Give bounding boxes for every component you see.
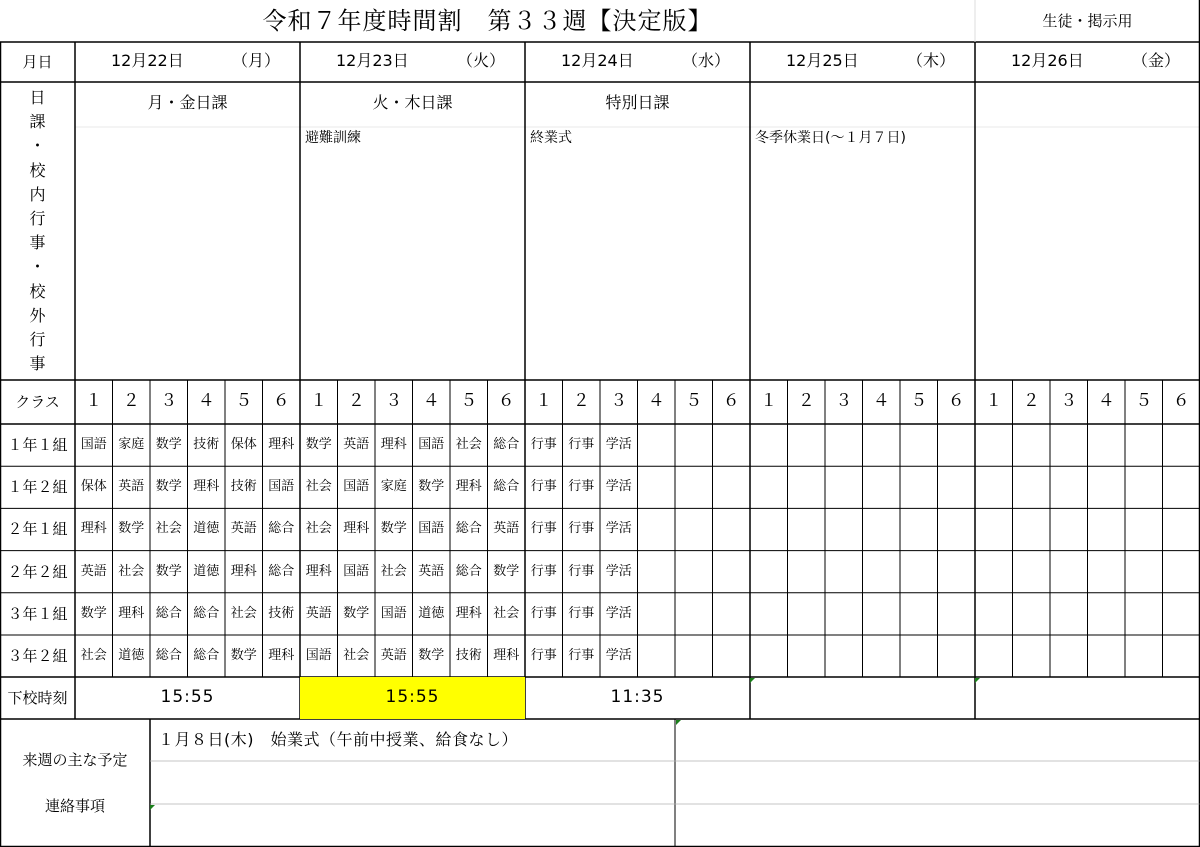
subject-cell	[1050, 635, 1088, 677]
subject-cell	[788, 466, 826, 508]
dismissal-time: 15:55	[300, 677, 525, 719]
date-text: 12月25日	[786, 51, 859, 70]
subject-cell: 家庭	[118, 437, 145, 452]
day-event: 終業式	[530, 130, 572, 146]
subject-cell: 英語	[80, 563, 107, 579]
subject-cell	[638, 635, 676, 677]
subject-cell	[788, 593, 826, 635]
subject-cell: 行事	[568, 605, 595, 621]
subject-cell	[638, 466, 676, 508]
subject-cell	[638, 508, 676, 550]
subject-cell	[638, 593, 676, 635]
subject-cell: 行事	[530, 521, 557, 537]
subject-cell: 理科	[80, 521, 107, 537]
subject-cell	[713, 593, 751, 635]
weekday-text: （金）	[1131, 51, 1180, 70]
day-event: 冬季休業日(～１月７日)	[755, 130, 906, 146]
subject-cell	[750, 424, 788, 466]
subject-cell	[788, 635, 826, 677]
subject-cell	[1125, 466, 1163, 508]
subject-cell: 国語	[380, 605, 407, 621]
date-cell	[300, 42, 525, 82]
subject-cell	[938, 635, 976, 677]
subject-cell	[638, 424, 676, 466]
subject-cell	[638, 551, 676, 593]
subject-cell	[975, 551, 1013, 593]
subject-cell: 行事	[530, 648, 557, 663]
subject-cell	[1013, 424, 1051, 466]
subject-cell: 総合	[193, 648, 220, 663]
subject-cell	[713, 424, 751, 466]
subject-cell: 理科	[455, 605, 482, 621]
subject-cell: 理科	[268, 648, 295, 663]
subject-cell: 総合	[455, 563, 482, 579]
subject-cell	[825, 593, 863, 635]
subject-cell	[675, 593, 713, 635]
day-type: 月・金日課	[147, 93, 228, 112]
date-text: 12月24日	[561, 51, 634, 70]
class-name: ２年２組	[7, 562, 68, 581]
subject-cell	[938, 424, 976, 466]
page-subtitle: 生徒・掲示用	[1042, 12, 1133, 30]
subject-cell: 数学	[418, 479, 445, 495]
subject-cell	[938, 466, 976, 508]
subject-cell: 社会	[380, 563, 407, 579]
subject-cell	[1163, 424, 1200, 466]
subject-cell: 国語	[80, 437, 107, 452]
subject-cell	[938, 593, 976, 635]
period-number: ３	[385, 391, 403, 411]
weekday-text: （水）	[681, 51, 730, 70]
period-number: １	[760, 391, 778, 411]
subject-cell: 学活	[605, 563, 632, 579]
schedule-label-char: 課	[29, 112, 46, 132]
subject-cell	[1163, 466, 1200, 508]
subject-cell	[1125, 551, 1163, 593]
subject-cell: 技術	[268, 605, 295, 621]
day-event	[976, 127, 1199, 151]
subject-cell	[1050, 466, 1088, 508]
subject-cell	[1088, 424, 1126, 466]
subject-cell	[1013, 635, 1051, 677]
subject-cell: 英語	[230, 521, 257, 537]
subject-cell: 学活	[605, 479, 632, 495]
subject-cell: 総合	[155, 648, 182, 663]
period-number: ２	[1022, 391, 1040, 411]
subject-cell	[1088, 466, 1126, 508]
class-name: ２年１組	[7, 520, 68, 539]
comment-marker	[676, 720, 681, 725]
day-type: 特別日課	[605, 93, 670, 112]
subject-cell: 国語	[418, 521, 445, 537]
subject-cell: 家庭	[380, 479, 407, 495]
subject-cell: 理科	[230, 563, 257, 579]
subject-cell	[825, 466, 863, 508]
subject-cell	[1050, 551, 1088, 593]
subject-cell: 社会	[118, 563, 145, 579]
subject-cell: 社会	[343, 648, 370, 663]
subject-cell	[713, 551, 751, 593]
subject-cell	[675, 424, 713, 466]
period-number: ６	[1172, 391, 1190, 411]
class-name: ３年２組	[7, 647, 68, 665]
subject-cell	[750, 551, 788, 593]
class-name: １年１組	[7, 436, 68, 454]
subject-cell	[863, 551, 901, 593]
subject-cell	[1013, 593, 1051, 635]
subject-cell: 行事	[568, 479, 595, 495]
subject-cell	[1088, 593, 1126, 635]
subject-cell	[1163, 508, 1200, 550]
class-name: ３年１組	[7, 604, 68, 623]
period-number: ５	[685, 391, 703, 411]
subject-cell	[825, 424, 863, 466]
weekday-text: （火）	[456, 51, 505, 70]
subject-cell	[1050, 424, 1088, 466]
subject-cell: 英語	[118, 479, 145, 495]
subject-cell: 社会	[493, 605, 520, 621]
subject-cell: 行事	[568, 648, 595, 663]
period-number: ６	[272, 391, 290, 411]
subject-cell: 技術	[193, 437, 220, 452]
dismissal-label: 下校時刻	[7, 689, 68, 707]
next-week-note: １月８日(木) 始業式（午前中授業、給食なし）	[158, 730, 518, 749]
period-number: ２	[572, 391, 590, 411]
subject-cell: 理科	[380, 437, 407, 452]
subject-cell	[1088, 551, 1126, 593]
subject-cell	[863, 424, 901, 466]
schedule-label-char: ・	[29, 136, 46, 156]
schedule-label-char: 外	[29, 305, 46, 325]
subject-cell	[1125, 593, 1163, 635]
subject-cell	[750, 635, 788, 677]
subject-cell	[1050, 593, 1088, 635]
schedule-label-char: ・	[29, 257, 46, 277]
subject-cell: 道徳	[193, 563, 220, 579]
subject-cell: 保体	[230, 437, 257, 452]
subject-cell: 数学	[343, 605, 370, 621]
date-cell	[75, 42, 300, 82]
day-event	[76, 127, 299, 151]
period-number: ３	[835, 391, 853, 411]
subject-cell: 総合	[193, 605, 220, 621]
comment-marker	[750, 678, 755, 683]
subject-cell	[788, 551, 826, 593]
schedule-label-char: 事	[29, 354, 46, 374]
period-number: ４	[647, 391, 665, 411]
subject-cell	[750, 593, 788, 635]
subject-cell: 理科	[455, 479, 482, 495]
period-number: ５	[460, 391, 478, 411]
subject-cell: 社会	[305, 479, 332, 495]
subject-cell: 理科	[343, 521, 370, 537]
subject-cell: 英語	[305, 605, 332, 621]
subject-cell: 技術	[230, 479, 257, 495]
subject-cell	[975, 635, 1013, 677]
subject-cell	[713, 508, 751, 550]
schedule-label-char: 日	[29, 88, 46, 107]
subject-cell	[1050, 508, 1088, 550]
subject-cell	[900, 424, 938, 466]
subject-cell	[863, 593, 901, 635]
subject-cell: 国語	[343, 479, 370, 495]
dismissal-time	[750, 677, 975, 719]
subject-cell: 学活	[605, 437, 632, 452]
schedule-label-char: 行	[29, 330, 46, 350]
subject-cell: 総合	[493, 437, 520, 452]
class-name: １年２組	[7, 478, 68, 497]
subject-cell: 理科	[493, 648, 520, 663]
day-event: 避難訓練	[305, 130, 361, 146]
subject-cell: 社会	[230, 605, 257, 621]
subject-cell: 社会	[305, 521, 332, 537]
period-number: ６	[947, 391, 965, 411]
subject-cell	[1163, 551, 1200, 593]
period-number: １	[985, 391, 1003, 411]
period-number: ５	[1135, 391, 1153, 411]
subject-cell	[675, 635, 713, 677]
period-number: ６	[722, 391, 740, 411]
date-text: 12月26日	[1011, 51, 1084, 70]
weekday-text: （木）	[906, 51, 955, 70]
subject-cell	[975, 466, 1013, 508]
subject-cell	[713, 635, 751, 677]
subject-cell: 行事	[568, 521, 595, 537]
subject-cell: 数学	[230, 648, 257, 663]
subject-cell	[750, 466, 788, 508]
period-number: ６	[497, 391, 515, 411]
subject-cell: 数学	[80, 605, 107, 621]
subject-cell: 理科	[305, 563, 332, 579]
subject-cell: 国語	[305, 648, 332, 663]
subject-cell: 英語	[343, 437, 370, 452]
subject-cell: 総合	[493, 479, 520, 495]
subject-cell: 理科	[118, 605, 145, 621]
subject-cell: 数学	[118, 521, 145, 537]
subject-cell: 総合	[455, 521, 482, 537]
dismissal-time	[975, 677, 1200, 719]
subject-cell: 学活	[605, 605, 632, 621]
subject-cell: 国語	[343, 563, 370, 579]
period-number: １	[535, 391, 553, 411]
day-type	[975, 84, 1200, 126]
day-type: 火・木日課	[372, 93, 453, 112]
subject-cell	[1163, 635, 1200, 677]
subject-cell: 理科	[268, 437, 295, 452]
date-cell	[525, 42, 750, 82]
subject-cell: 道徳	[118, 648, 145, 663]
subject-cell: 英語	[380, 648, 407, 663]
subject-cell	[788, 424, 826, 466]
subject-cell: 英語	[493, 521, 520, 537]
subject-cell	[1125, 424, 1163, 466]
subject-cell	[1013, 466, 1051, 508]
subject-cell	[1013, 551, 1051, 593]
subject-cell: 総合	[155, 605, 182, 621]
subject-cell	[825, 635, 863, 677]
period-number: ５	[910, 391, 928, 411]
page-title: 令和７年度時間割 第３３週【決定版】	[262, 7, 713, 35]
schedule-label-char: 校	[29, 281, 46, 301]
period-number: ３	[610, 391, 628, 411]
subject-cell	[1088, 508, 1126, 550]
subject-cell	[675, 508, 713, 550]
subject-cell	[900, 466, 938, 508]
period-number: １	[310, 391, 328, 411]
date-text: 12月22日	[111, 51, 184, 70]
comment-marker	[975, 678, 980, 683]
subject-cell: 学活	[605, 648, 632, 663]
subject-cell: 社会	[455, 437, 482, 452]
subject-cell	[713, 466, 751, 508]
weekday-text: （月）	[231, 51, 280, 70]
subject-cell: 学活	[605, 521, 632, 537]
subject-cell: 数学	[155, 437, 182, 452]
next-week-label: 来週の主な予定	[22, 751, 128, 769]
dismissal-time: 11:35	[610, 687, 665, 707]
subject-cell	[825, 508, 863, 550]
contact-label: 連絡事項	[44, 797, 105, 815]
date-cell	[975, 42, 1200, 82]
schedule-label-char: 校	[29, 160, 46, 180]
schedule-label-char: 行	[29, 209, 46, 229]
period-number: １	[85, 391, 103, 411]
subject-cell: 数学	[155, 479, 182, 495]
subject-cell	[975, 424, 1013, 466]
subject-cell	[675, 551, 713, 593]
subject-cell: 理科	[193, 479, 220, 495]
subject-cell: 数学	[305, 437, 332, 452]
subject-cell: 国語	[418, 437, 445, 452]
subject-cell: 行事	[568, 563, 595, 579]
subject-cell	[975, 593, 1013, 635]
subject-cell: 道徳	[193, 521, 220, 537]
period-number: ３	[160, 391, 178, 411]
subject-cell	[1163, 593, 1200, 635]
period-number: ２	[797, 391, 815, 411]
comment-marker	[150, 805, 155, 810]
subject-cell: 数学	[418, 648, 445, 663]
subject-cell	[900, 551, 938, 593]
subject-cell: 国語	[268, 479, 295, 495]
subject-cell: 英語	[418, 563, 445, 579]
subject-cell	[1013, 508, 1051, 550]
period-number: ４	[872, 391, 890, 411]
subject-cell	[675, 466, 713, 508]
subject-cell: 技術	[455, 648, 482, 663]
schedule-row-label	[0, 86, 75, 376]
schedule-label-char: 事	[29, 233, 46, 253]
period-number: ４	[1097, 391, 1115, 411]
subject-cell	[1125, 635, 1163, 677]
subject-cell	[1125, 508, 1163, 550]
date-text: 12月23日	[336, 51, 409, 70]
period-number: ４	[422, 391, 440, 411]
subject-cell	[750, 508, 788, 550]
subject-cell: 数学	[493, 563, 520, 579]
class-header-label: クラス	[15, 393, 60, 411]
subject-cell	[825, 551, 863, 593]
subject-cell	[975, 508, 1013, 550]
subject-cell: 道徳	[418, 605, 445, 621]
subject-cell: 総合	[268, 521, 295, 537]
subject-cell	[1088, 635, 1126, 677]
subject-cell: 行事	[530, 479, 557, 495]
subject-cell	[900, 635, 938, 677]
subject-cell: 社会	[155, 521, 182, 537]
subject-cell: 行事	[530, 563, 557, 579]
subject-cell	[863, 635, 901, 677]
subject-cell	[900, 593, 938, 635]
subject-cell	[788, 508, 826, 550]
period-number: ３	[1060, 391, 1078, 411]
subject-cell	[863, 466, 901, 508]
period-number: ４	[197, 391, 215, 411]
subject-cell	[900, 508, 938, 550]
subject-cell: 行事	[530, 605, 557, 621]
subject-cell: 行事	[568, 437, 595, 452]
subject-cell: 数学	[155, 563, 182, 579]
dismissal-time: 15:55	[160, 687, 215, 707]
period-number: ５	[235, 391, 253, 411]
subject-cell: 保体	[80, 479, 107, 495]
schedule-label-char: 内	[29, 184, 46, 204]
period-number: ２	[122, 391, 140, 411]
period-number: ２	[347, 391, 365, 411]
subject-cell	[863, 508, 901, 550]
subject-cell: 社会	[80, 648, 107, 663]
date-cell	[750, 42, 975, 82]
subject-cell: 行事	[530, 437, 557, 452]
subject-cell	[938, 508, 976, 550]
day-type	[750, 84, 975, 126]
subject-cell	[938, 551, 976, 593]
subject-cell: 数学	[380, 521, 407, 537]
date-row-label: 月日	[22, 53, 53, 71]
subject-cell: 総合	[268, 563, 295, 579]
